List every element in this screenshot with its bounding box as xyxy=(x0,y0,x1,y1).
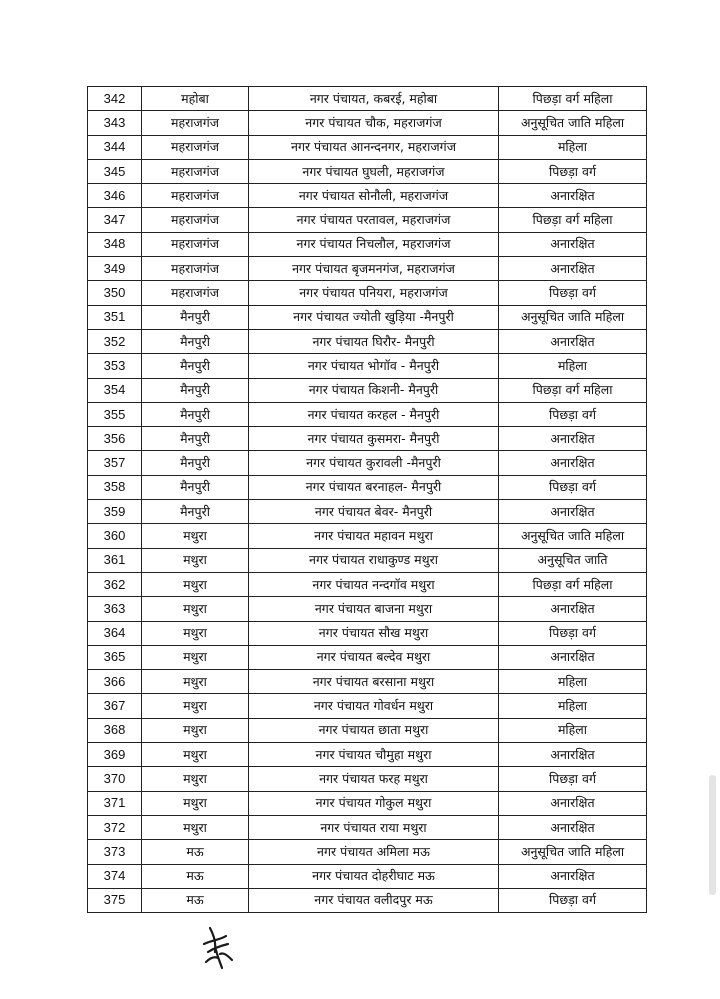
reservation-category-cell: अनारक्षित xyxy=(499,257,647,281)
panchayat-name-cell: नगर पंचायत बृजमनगंज, महराजगंज xyxy=(249,257,499,281)
panchayat-name-cell: नगर पंचायत बेवर- मैनपुरी xyxy=(249,500,499,524)
district-cell: मथुरा xyxy=(142,670,249,694)
panchayat-name-cell: नगर पंचायत गोकुल मथुरा xyxy=(249,791,499,815)
reservation-category-cell: महिला xyxy=(499,354,647,378)
table-row xyxy=(88,281,647,305)
serial-number-cell: 374 xyxy=(88,864,142,888)
serial-number-cell: 356 xyxy=(88,427,142,451)
table-row xyxy=(88,329,647,353)
table-row xyxy=(88,159,647,183)
panchayat-name-cell: नगर पंचायत ज्योती खुड़िया -मैनपुरी xyxy=(249,305,499,329)
district-cell: महराजगंज xyxy=(142,257,249,281)
table-row xyxy=(88,87,647,111)
district-cell: मथुरा xyxy=(142,694,249,718)
district-cell: मथुरा xyxy=(142,767,249,791)
district-cell: महराजगंज xyxy=(142,135,249,159)
district-cell: महोबा xyxy=(142,87,249,111)
panchayat-name-cell: नगर पंचायत पनियरा, महराजगंज xyxy=(249,281,499,305)
district-cell: मैनपुरी xyxy=(142,378,249,402)
panchayat-name-cell: नगर पंचायत सौख मथुरा xyxy=(249,621,499,645)
table-row xyxy=(88,232,647,256)
table-row xyxy=(88,354,647,378)
table-row xyxy=(88,718,647,742)
serial-number-cell: 347 xyxy=(88,208,142,232)
table-row xyxy=(88,135,647,159)
panchayat-name-cell: नगर पंचायत चौमुहा मथुरा xyxy=(249,743,499,767)
panchayat-name-cell: नगर पंचायत छाता मथुरा xyxy=(249,718,499,742)
reservation-category-cell: महिला xyxy=(499,694,647,718)
district-cell: मैनपुरी xyxy=(142,500,249,524)
district-cell: मैनपुरी xyxy=(142,427,249,451)
panchayat-name-cell: नगर पंचायत भोगॉव - मैनपुरी xyxy=(249,354,499,378)
serial-number-cell: 371 xyxy=(88,791,142,815)
panchayat-name-cell: नगर पंचायत दोहरीघाट मऊ xyxy=(249,864,499,888)
serial-number-cell: 372 xyxy=(88,815,142,839)
serial-number-cell: 361 xyxy=(88,548,142,572)
district-cell: मथुरा xyxy=(142,743,249,767)
serial-number-cell: 355 xyxy=(88,402,142,426)
reservation-category-cell: अनुसूचित जाति महिला xyxy=(499,524,647,548)
reservation-category-cell: पिछड़ा वर्ग महिला xyxy=(499,572,647,596)
panchayat-name-cell: नगर पंचायत फरह मथुरा xyxy=(249,767,499,791)
serial-number-cell: 357 xyxy=(88,451,142,475)
panchayat-name-cell: नगर पंचायत चौक, महराजगंज xyxy=(249,111,499,135)
panchayat-name-cell: नगर पंचायत कुसमरा- मैनपुरी xyxy=(249,427,499,451)
table-row xyxy=(88,767,647,791)
district-cell: मथुरा xyxy=(142,548,249,572)
table-row xyxy=(88,111,647,135)
table-row xyxy=(88,500,647,524)
panchayat-name-cell: नगर पंचायत घिरौर- मैनपुरी xyxy=(249,329,499,353)
district-cell: महराजगंज xyxy=(142,184,249,208)
panchayat-name-cell: नगर पंचायत किशनी- मैनपुरी xyxy=(249,378,499,402)
panchayat-name-cell: नगर पंचायत कुरावली -मैनपुरी xyxy=(249,451,499,475)
panchayat-name-cell: नगर पंचायत वलीदपुर मऊ xyxy=(249,888,499,912)
table-row xyxy=(88,888,647,912)
district-cell: मैनपुरी xyxy=(142,354,249,378)
serial-number-cell: 354 xyxy=(88,378,142,402)
district-cell: मैनपुरी xyxy=(142,475,249,499)
reservation-category-cell: अनारक्षित xyxy=(499,329,647,353)
panchayat-name-cell: नगर पंचायत, कबरई, महोबा xyxy=(249,87,499,111)
table-row xyxy=(88,475,647,499)
table-row xyxy=(88,645,647,669)
serial-number-cell: 350 xyxy=(88,281,142,305)
reservation-category-cell: पिछड़ा वर्ग xyxy=(499,888,647,912)
panchayat-name-cell: नगर पंचायत अमिला मऊ xyxy=(249,840,499,864)
reservation-category-cell: अनारक्षित xyxy=(499,597,647,621)
serial-number-cell: 346 xyxy=(88,184,142,208)
serial-number-cell: 343 xyxy=(88,111,142,135)
table-row xyxy=(88,257,647,281)
table-row xyxy=(88,597,647,621)
panchayat-name-cell: नगर पंचायत महावन मथुरा xyxy=(249,524,499,548)
table-row xyxy=(88,840,647,864)
panchayat-name-cell: नगर पंचायत राया मथुरा xyxy=(249,815,499,839)
panchayat-name-cell: नगर पंचायत बरनाहल- मैनपुरी xyxy=(249,475,499,499)
table-row xyxy=(88,427,647,451)
table-row xyxy=(88,378,647,402)
table-row xyxy=(88,184,647,208)
district-cell: मथुरा xyxy=(142,524,249,548)
serial-number-cell: 373 xyxy=(88,840,142,864)
reservation-category-cell: अनुसूचित जाति महिला xyxy=(499,305,647,329)
district-cell: मथुरा xyxy=(142,791,249,815)
reservation-category-cell: पिछड़ा वर्ग xyxy=(499,281,647,305)
panchayat-name-cell: नगर पंचायत सोनौली, महराजगंज xyxy=(249,184,499,208)
reservation-category-cell: पिछड़ा वर्ग xyxy=(499,475,647,499)
reservation-category-cell: अनारक्षित xyxy=(499,184,647,208)
reservation-category-cell: अनारक्षित xyxy=(499,645,647,669)
reservation-category-cell: अनारक्षित xyxy=(499,791,647,815)
panchayat-name-cell: नगर पंचायत नन्दगॉव मथुरा xyxy=(249,572,499,596)
panchayat-name-cell: नगर पंचायत राधाकुण्ड मथुरा xyxy=(249,548,499,572)
reservation-category-cell: पिछड़ा वर्ग xyxy=(499,159,647,183)
panchayat-name-cell: नगर पंचायत आनन्दनगर, महराजगंज xyxy=(249,135,499,159)
table-row xyxy=(88,402,647,426)
serial-number-cell: 352 xyxy=(88,329,142,353)
reservation-category-cell: अनारक्षित xyxy=(499,451,647,475)
serial-number-cell: 368 xyxy=(88,718,142,742)
table-row xyxy=(88,621,647,645)
table-row xyxy=(88,815,647,839)
panchayat-name-cell: नगर पंचायत घुघली, महराजगंज xyxy=(249,159,499,183)
reservation-category-cell: महिला xyxy=(499,718,647,742)
district-cell: मथुरा xyxy=(142,621,249,645)
reservation-category-cell: अनारक्षित xyxy=(499,427,647,451)
district-cell: मऊ xyxy=(142,888,249,912)
serial-number-cell: 345 xyxy=(88,159,142,183)
panchayat-name-cell: नगर पंचायत बरसाना मथुरा xyxy=(249,670,499,694)
table-body xyxy=(88,87,647,913)
panchayat-name-cell: नगर पंचायत गोवर्धन मथुरा xyxy=(249,694,499,718)
serial-number-cell: 348 xyxy=(88,232,142,256)
reservation-category-cell: अनारक्षित xyxy=(499,500,647,524)
reservation-category-cell: अनारक्षित xyxy=(499,232,647,256)
serial-number-cell: 366 xyxy=(88,670,142,694)
table-row xyxy=(88,670,647,694)
reservation-category-cell: महिला xyxy=(499,135,647,159)
serial-number-cell: 367 xyxy=(88,694,142,718)
panchayat-name-cell: नगर पंचायत परतावल, महराजगंज xyxy=(249,208,499,232)
reservation-table xyxy=(87,86,647,913)
reservation-category-cell: पिछड़ा वर्ग xyxy=(499,621,647,645)
reservation-category-cell: पिछड़ा वर्ग महिला xyxy=(499,378,647,402)
table-row xyxy=(88,572,647,596)
table-row xyxy=(88,524,647,548)
district-cell: मैनपुरी xyxy=(142,402,249,426)
serial-number-cell: 353 xyxy=(88,354,142,378)
district-cell: मैनपुरी xyxy=(142,329,249,353)
serial-number-cell: 362 xyxy=(88,572,142,596)
reservation-category-cell: अनुसूचित जाति महिला xyxy=(499,111,647,135)
serial-number-cell: 342 xyxy=(88,87,142,111)
district-cell: मथुरा xyxy=(142,572,249,596)
district-cell: महराजगंज xyxy=(142,111,249,135)
serial-number-cell: 359 xyxy=(88,500,142,524)
table-row xyxy=(88,451,647,475)
district-cell: मैनपुरी xyxy=(142,305,249,329)
panchayat-name-cell: नगर पंचायत बाजना मथुरा xyxy=(249,597,499,621)
reservation-category-cell: अनारक्षित xyxy=(499,743,647,767)
serial-number-cell: 351 xyxy=(88,305,142,329)
scrollbar[interactable] xyxy=(709,775,716,895)
district-cell: मथुरा xyxy=(142,718,249,742)
serial-number-cell: 375 xyxy=(88,888,142,912)
reservation-category-cell: अनुसूचित जाति xyxy=(499,548,647,572)
district-cell: महराजगंज xyxy=(142,159,249,183)
serial-number-cell: 370 xyxy=(88,767,142,791)
reservation-category-cell: पिछड़ा वर्ग xyxy=(499,402,647,426)
district-cell: मथुरा xyxy=(142,815,249,839)
district-cell: महराजगंज xyxy=(142,208,249,232)
reservation-category-cell: महिला xyxy=(499,670,647,694)
table-row xyxy=(88,864,647,888)
district-cell: मथुरा xyxy=(142,645,249,669)
serial-number-cell: 363 xyxy=(88,597,142,621)
district-cell: मऊ xyxy=(142,864,249,888)
district-cell: महराजगंज xyxy=(142,232,249,256)
reservation-category-cell: अनारक्षित xyxy=(499,815,647,839)
panchayat-name-cell: नगर पंचायत करहल - मैनपुरी xyxy=(249,402,499,426)
reservation-category-cell: अनारक्षित xyxy=(499,864,647,888)
serial-number-cell: 360 xyxy=(88,524,142,548)
serial-number-cell: 369 xyxy=(88,743,142,767)
panchayat-name-cell: नगर पंचायत बल्देव मथुरा xyxy=(249,645,499,669)
reservation-category-cell: अनुसूचित जाति महिला xyxy=(499,840,647,864)
district-cell: मऊ xyxy=(142,840,249,864)
reservation-category-cell: पिछड़ा वर्ग xyxy=(499,767,647,791)
table-row xyxy=(88,694,647,718)
panchayat-name-cell: नगर पंचायत निचलौल, महराजगंज xyxy=(249,232,499,256)
table-row xyxy=(88,548,647,572)
district-cell: मैनपुरी xyxy=(142,451,249,475)
serial-number-cell: 358 xyxy=(88,475,142,499)
serial-number-cell: 364 xyxy=(88,621,142,645)
reservation-category-cell: पिछड़ा वर्ग महिला xyxy=(499,87,647,111)
table-row xyxy=(88,305,647,329)
serial-number-cell: 344 xyxy=(88,135,142,159)
table-row xyxy=(88,743,647,767)
table-row xyxy=(88,208,647,232)
reservation-category-cell: पिछड़ा वर्ग महिला xyxy=(499,208,647,232)
district-cell: मथुरा xyxy=(142,597,249,621)
serial-number-cell: 365 xyxy=(88,645,142,669)
table-row xyxy=(88,791,647,815)
serial-number-cell: 349 xyxy=(88,257,142,281)
district-cell: महराजगंज xyxy=(142,281,249,305)
signature-mark xyxy=(196,922,240,972)
